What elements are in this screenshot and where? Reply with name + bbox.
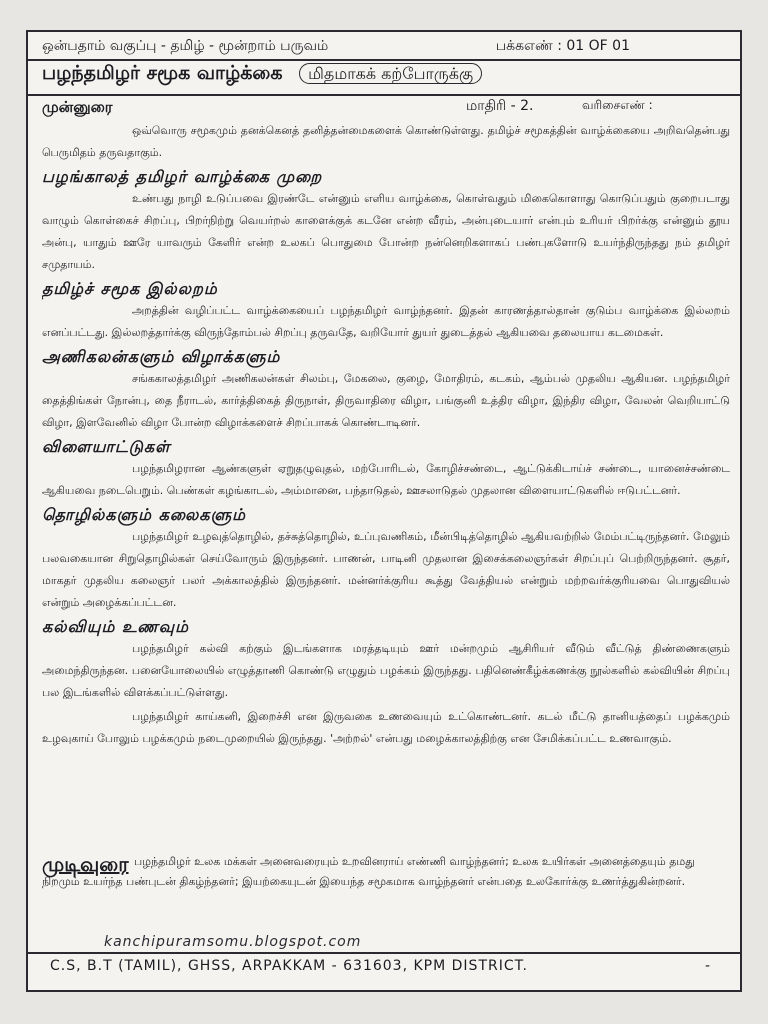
section-heading: அணிகலன்களும் விழாக்களும் <box>42 347 281 366</box>
page-title: பழந்தமிழர் சமூக வாழ்க்கை <box>42 62 283 84</box>
section-heading: பழங்காலத் தமிழர் வாழ்க்கை முறை <box>42 167 323 186</box>
page-number: பக்கஎண் : 01 OF 01 <box>495 38 630 54</box>
intro-text: ஒவ்வொரு சமூகமும் தனக்கெனத் தனித்தன்மைகளைக் கொண்டுள்ளது. தமிழ்ச் சமூகத்தின் வாழ்க்கையை அறிவதென்பது பெருமிதம் தருவதாகும். <box>42 124 730 159</box>
section-paragraph: சங்ககாலத்தமிழர் அணிகலன்கள் சிலம்பு, மேகலை, குழை, மோதிரம், கடகம், ஆம்பல் முதலிய ஆகியன. பழந்தமிழர் தைத்திங்கள் நோன்பு, தை நீராடல், கார்த்திகைத் திருநாள், திருவாதிரை விழா, பங்குனி உத்திர விழா, இந்திர விழா, வேலன் வெறியாட்டு விழா, இளவேனில் விழா போன்ற விழாக்களைச் சிறப்பாகக் கொண்டாடினர். <box>42 372 730 429</box>
register-number-label: வரிசைஎண் : <box>582 98 653 112</box>
section-heading: கல்வியும் உணவும் <box>42 617 189 636</box>
essay-body <box>42 120 730 880</box>
model-number: மாதிரி - 2. <box>466 98 534 114</box>
author-footer: C.S, B.T (TAMIL), GHSS, ARPAKKAM - 631603, KPM DISTRICT. <box>50 958 528 974</box>
intro-heading: முன்னுரை <box>42 98 113 116</box>
section-paragraph: பழந்தமிழர் காய்கனி, இறைச்சி என இருவகை உணவையும் உட்கொண்டனர். கடல் மீட்டு தானியத்தைப் பழக்கமும் உழவுகாய் போலும் பழக்கமும் நடைமுறையில் இருந்தது. 'அற்றல்' என்பது மழைக்காலத்திற்கு என சேமிக்கப்பட்ட உணவாகும். <box>42 710 730 745</box>
intro-heading-row <box>42 98 726 118</box>
subtitle-badge: மிதமாகக் கற்போருக்கு <box>299 63 482 84</box>
blog-url: kanchipuramsomu.blogspot.com <box>104 934 362 950</box>
section-heading: தொழில்களும் கலைகளும் <box>42 505 246 524</box>
class-subject: ஒன்பதாம் வகுப்பு - தமிழ் - மூன்றாம் பருவம் <box>42 38 329 54</box>
title-divider <box>28 94 740 96</box>
section-paragraph: பழந்தமிழரான ஆண்களுள் ஏறுதழுவுதல், மற்போரிடல், கோழிச்சண்டை, ஆட்டுக்கிடாய்ச் சண்டை, யானைச்சண்டை ஆகியவை நடைபெறும். பெண்கள் கழங்காடல், அம்மானை, பந்தாடுதல், ஊசலாடுதல் முதலான விளையாட்டுகளில் ஈடுபட்டனர். <box>42 462 730 497</box>
header-divider <box>28 59 740 61</box>
conclusion-heading: முடிவுரை <box>42 852 129 876</box>
header-title-line <box>42 62 730 87</box>
section-heading: தமிழ்ச் சமூக இல்லறம் <box>42 279 218 298</box>
answer-sheet <box>26 30 742 992</box>
section-paragraph: அறத்தின் வழிப்பட்ட வாழ்க்கையைப் பழந்தமிழர் வாழ்ந்தனர். இதன் காரணத்தால்தான் குடும்ப வாழ்க்கை இல்லறம் எனப்பட்டது. இல்லறத்தார்க்கு விருந்தோம்பல் சிறப்பு தருவதே, வறியோர் துயர் துடைத்தல் ஆகியவை தலையாய கடமைகள். <box>42 304 730 339</box>
conclusion-text: பழந்தமிழர் உலக மக்கள் அனைவரையும் உறவினராய் எண்ணி வாழ்ந்தனர்; உலக உயிர்கள் அனைத்தையும் தமது நிறமும் உயர்ந்த பண்புடன் திகழ்ந்தனர்; இயற்கையுடன் இயைந்த சமூகமாக வாழ்ந்தனர் என்பதை உலகோர்க்கு உணர்த்துகின்றனர். <box>42 855 695 888</box>
section-paragraph: பழந்தமிழர் கல்வி கற்கும் இடங்களாக மரத்தடியும் ஊர் மன்றமும் ஆசிரியர் வீடும் வீட்டுத் திண்ணைகளும் அமைந்திருந்தன. பனையோலையில் எழுத்தாணி கொண்டு எழுதும் பழக்கம் இருந்தது. பதினெண்கீழ்க்கணக்கு நூல்களில் கல்வியின் சிறப்பு பல இடங்களில் விளக்கப்பட்டுள்ளது. <box>42 642 730 699</box>
header-class-line <box>42 38 726 56</box>
conclusion <box>42 852 730 892</box>
essay-sections <box>42 166 730 750</box>
footer-dash: - <box>704 958 710 974</box>
footer-divider <box>28 952 740 954</box>
section-paragraph: உண்பது நாழி உடுப்பவை இரண்டே என்னும் எளிய வாழ்க்கை, கொள்வதும் மிகைகொளாது கொடுப்பதும் குறைபடாது வாழும் கொள்கைச் சிறப்பு, பிறர்நிற்று வெயர்றல் காளைக்குக் கடனே என்ற வீரம், அன்புடையார் என்பும் உரியர் பிறர்க்கு என்னும் தூய அன்பு, யாதும் ஊரே யாவரும் கேளிர் என்ற உலகப் பொதுமை போன்ற நன்னெறிகளாகப் பண்புகளோடு உயர்ந்திருந்தது நம் தமிழர் சமுதாயம். <box>42 192 730 271</box>
section-paragraph: பழந்தமிழர் உழவுத்தொழில், தச்சுத்தொழில், உப்புவணிகம், மீன்பிடித்தொழில் ஆகியவற்றில் மேம்பட்டிருந்தனர். மேலும் பலவகையான சிறுதொழில்கள் செய்வோரும் இருந்தனர். பாணன், பாடினி முதலான இசைக்கலைஞர்கள் சிறப்புப் பெற்றிருந்தனர். சூதர், மாகதர் முதலிய கலைஞர் பலர் அக்காலத்தில் இருந்தனர். மன்னர்க்குரிய கூத்து வேத்தியல் என்றும் மற்றவர்க்குரியவை பொதுவியல் என்றும் அழைக்கப்பட்டன. <box>42 530 730 609</box>
section-heading: விளையாட்டுகள் <box>42 437 171 456</box>
